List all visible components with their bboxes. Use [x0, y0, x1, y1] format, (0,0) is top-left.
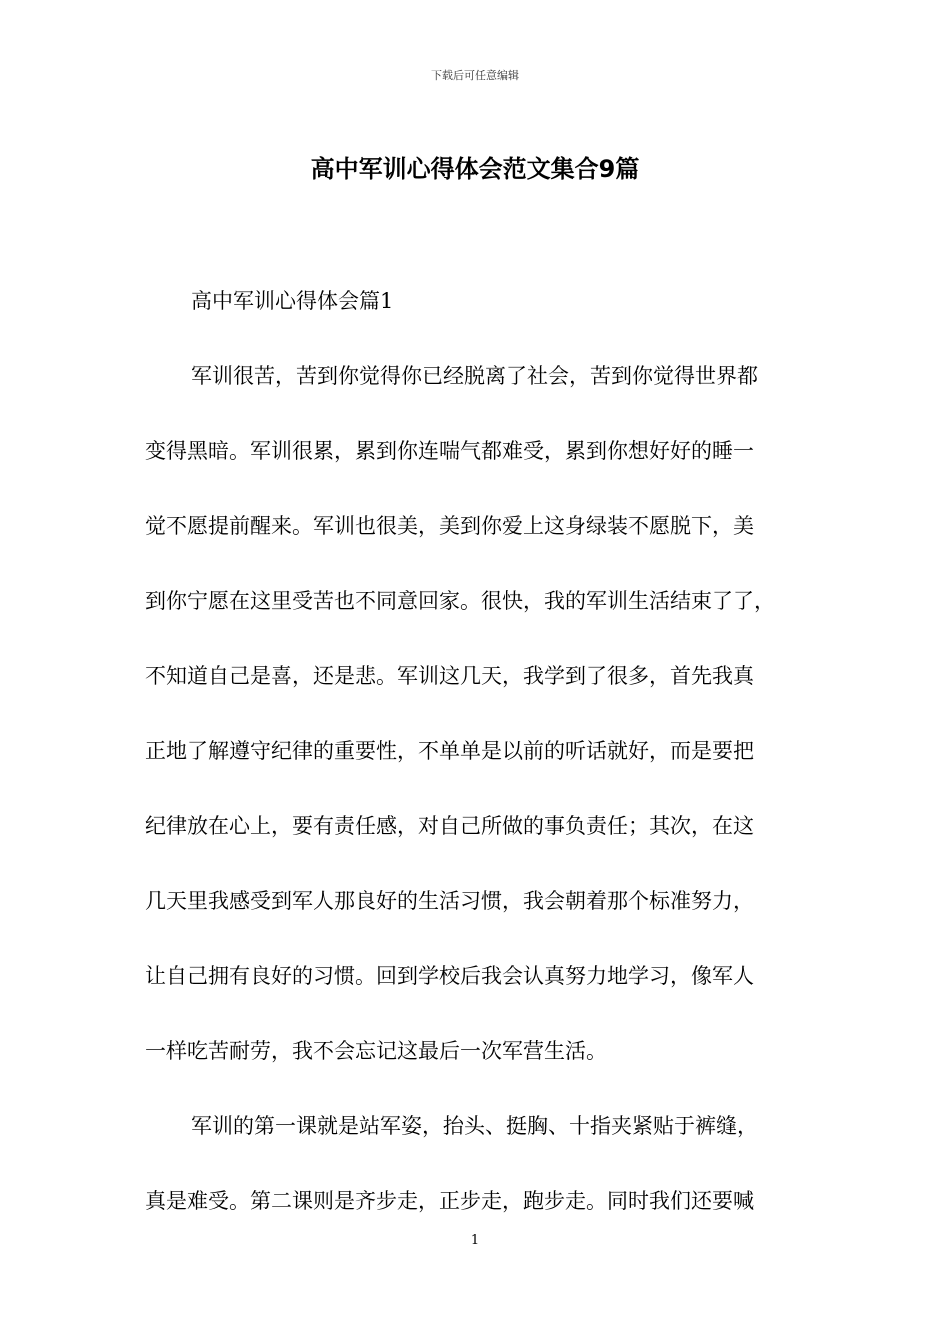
paragraph-line: 不知道自己是喜，还是悲。军训这几天，我学到了很多，首先我真: [145, 664, 754, 688]
paragraph-line: 军训很苦，苦到你觉得你已经脱离了社会，苦到你觉得世界都: [191, 364, 758, 388]
paragraph-line: 到你宁愿在这里受苦也不同意回家。很快，我的军训生活结束了了，: [145, 589, 775, 613]
paragraph-line: 军训的第一课就是站军姿，抬头、挺胸、十指夹紧贴于裤缝，: [191, 1114, 758, 1138]
paragraph-line: 让自己拥有良好的习惯。回到学校后我会认真努力地学习，像军人: [145, 964, 754, 988]
paragraph-line: 一样吃苦耐劳，我不会忘记这最后一次军营生活。: [145, 1039, 607, 1063]
paragraph-line: 变得黑暗。军训很累，累到你连喘气都难受，累到你想好好的睡一: [145, 439, 754, 463]
paragraph-line: 几天里我感受到军人那良好的生活习惯，我会朝着那个标准努力，: [145, 889, 754, 913]
paragraph-line: 纪律放在心上，要有责任感，对自己所做的事负责任；其次，在这: [145, 814, 754, 838]
header-note: 下载后可任意编辑: [431, 69, 519, 82]
paragraph-line: 真是难受。第二课则是齐步走，正步走，跑步走。同时我们还要喊: [145, 1189, 754, 1213]
page-number: 1: [470, 1233, 480, 1248]
document-title: 高中军训心得体会范文集合9篇: [310, 155, 640, 183]
section-heading: 高中军训心得体会篇1: [191, 289, 394, 313]
paragraph-line: 觉不愿提前醒来。军训也很美，美到你爱上这身绿装不愿脱下，美: [145, 514, 754, 538]
paragraph-line: 正地了解遵守纪律的重要性，不单单是以前的听话就好，而是要把: [145, 739, 754, 763]
